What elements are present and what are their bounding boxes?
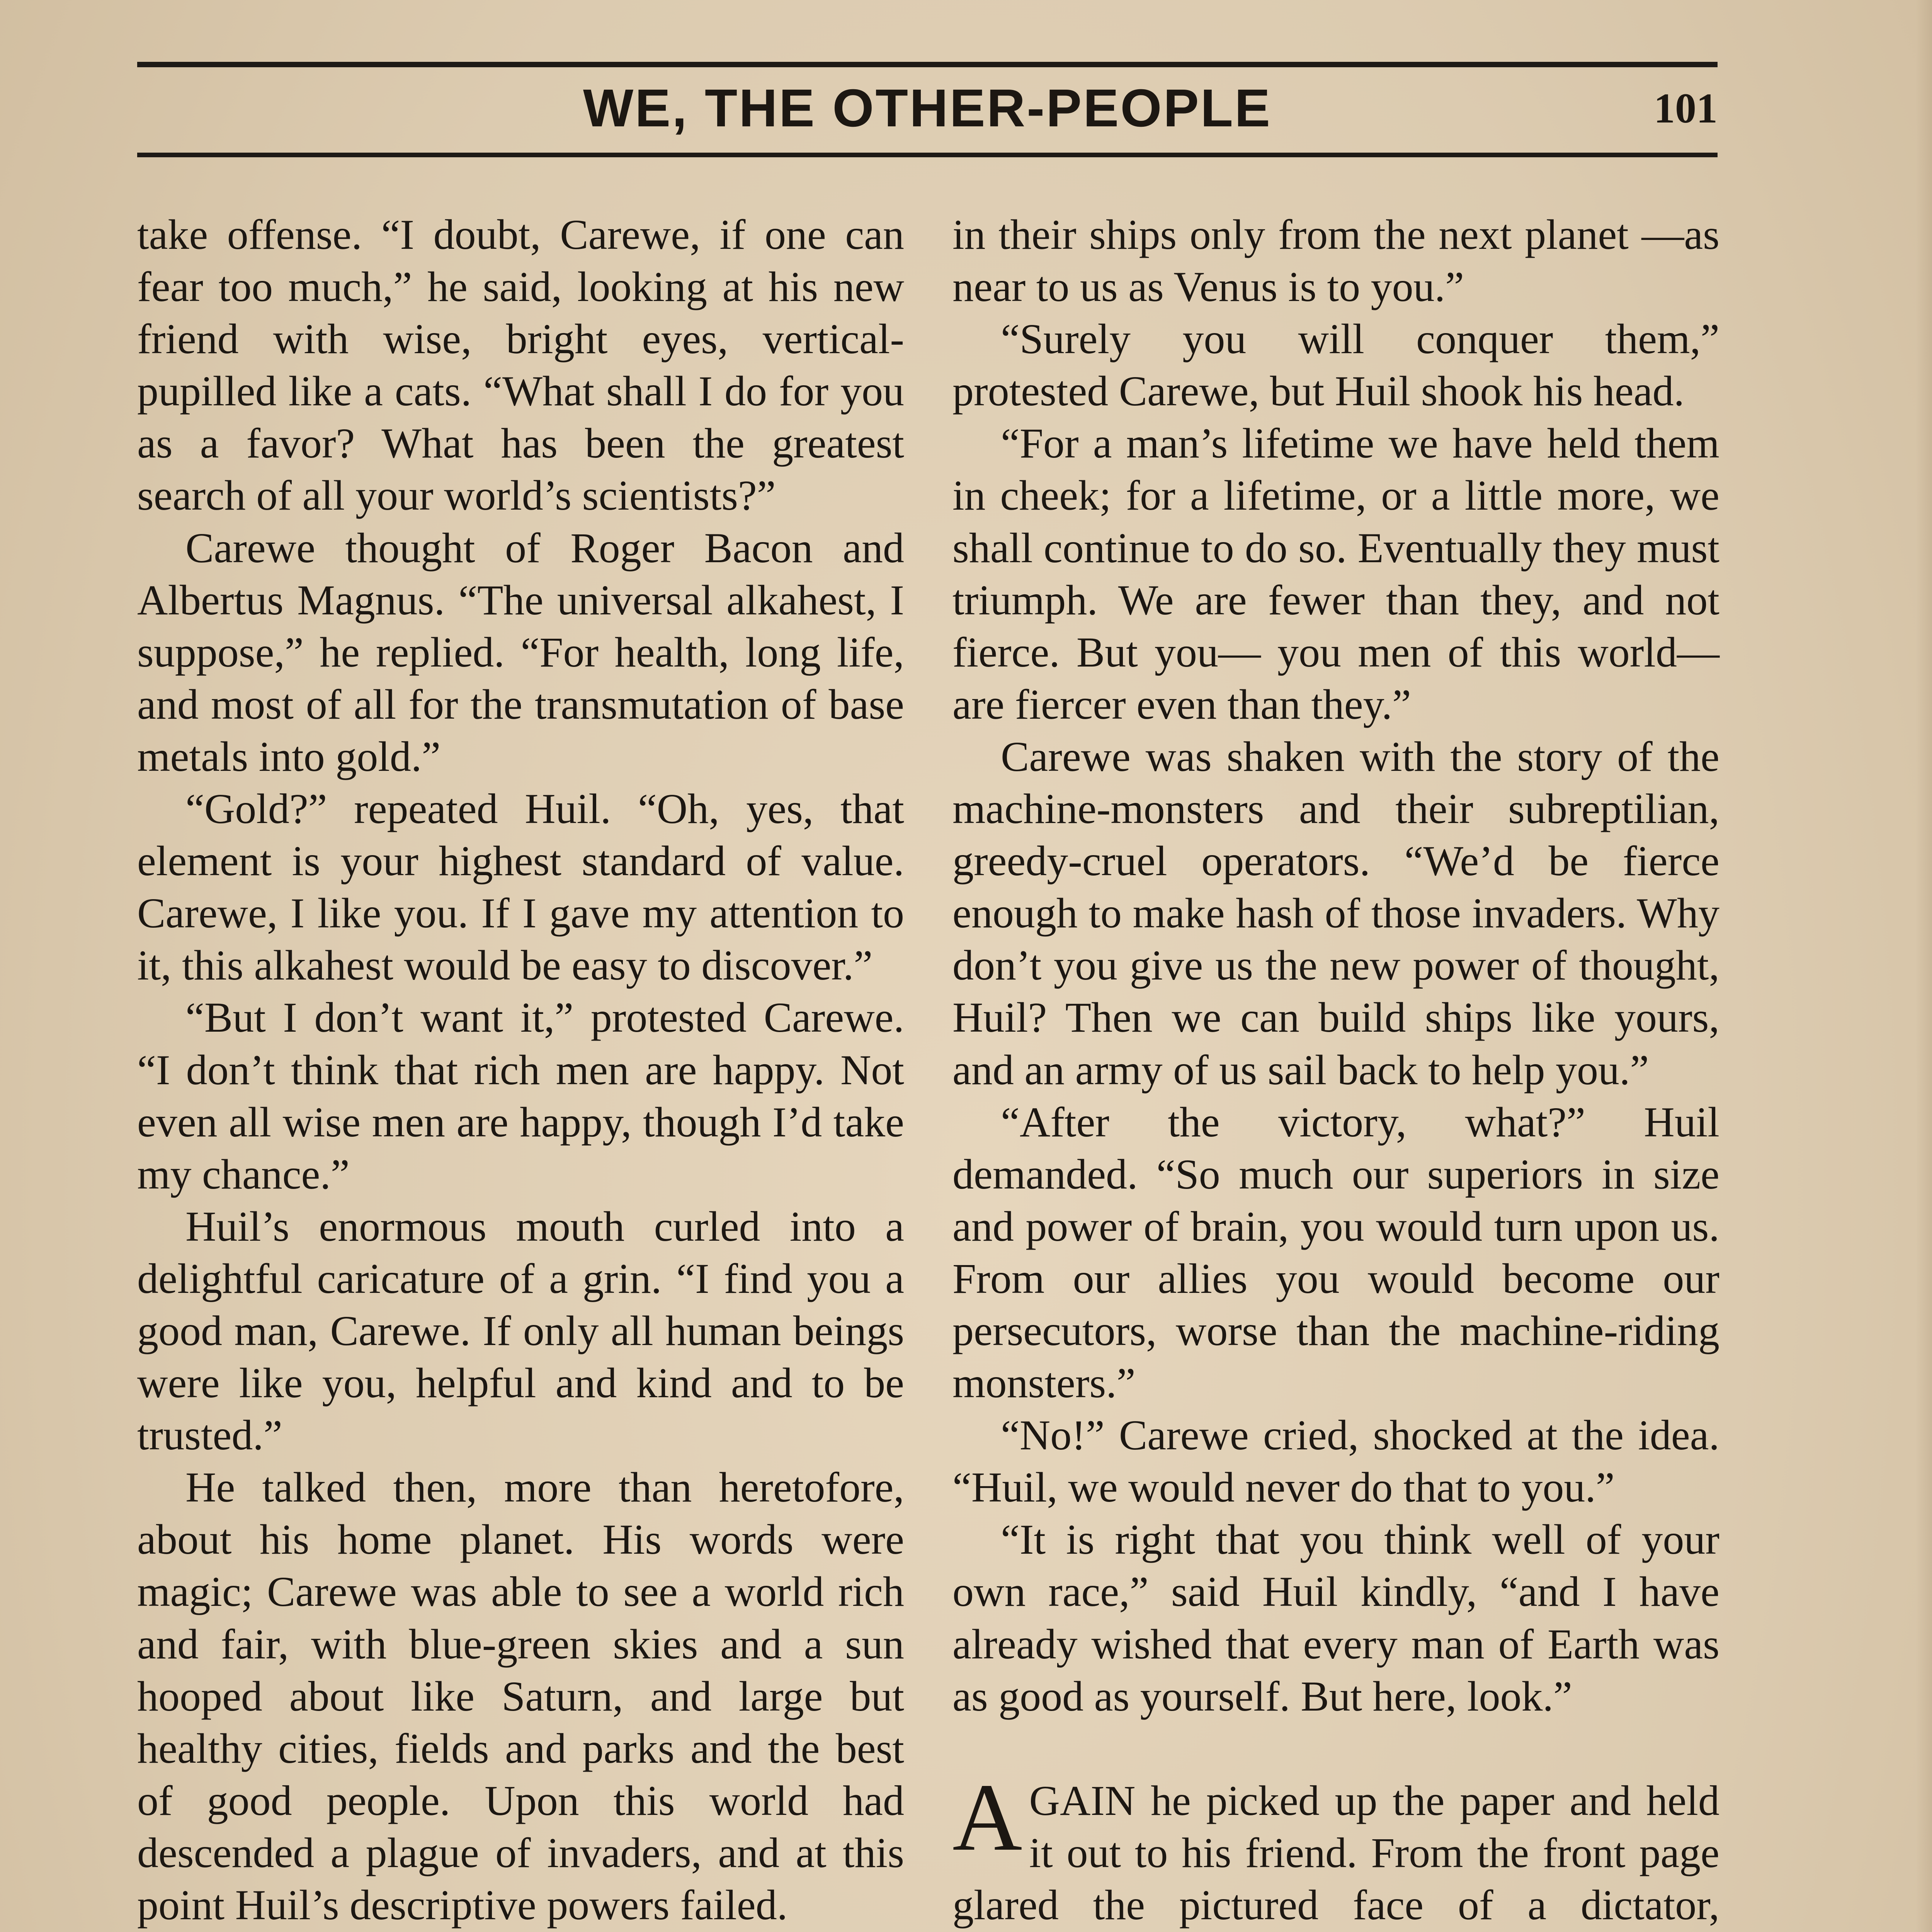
paragraph: “Surely you will conquer them,” protested Carewe, but Huil shook his head.: [952, 315, 1719, 415]
left-column: [137, 209, 904, 1932]
paragraph: Carewe thought of Roger Bacon and Albertus Magnus. “The universal alkahest, I suppose,” he replied. “For health, long life, and most of all for the transmutation of base metals into gold.”: [137, 524, 904, 780]
paragraph: Huil’s enormous mouth curled into a delightful caricature of a grin. “I find you a good man, Carewe. If only all human beings were like you, helpful and kind and to be trusted.”: [137, 1202, 904, 1459]
header-top-rule: [137, 62, 1718, 67]
section-break-paragraph: [952, 1764, 1719, 1932]
paragraph: He talked then, more than heretofore, about his home planet. His words were magic; Carewe was able to see a world rich and fair, with blue-green skies and a sun hooped about like Saturn, and large but healthy cities, fields and parks and the best of good people. Upon this world had descended a plague of invaders, and at this point Huil’s descriptive powers failed.: [137, 1464, 904, 1929]
paragraph: “For a man’s lifetime we have held them in cheek; for a lifetime, or a little more, we shall continue to do so. Eventually they must triumph. We are fewer than they, and not fierce. But you— you men of this world—are fiercer even than they.”: [952, 420, 1719, 728]
paragraph: “No!” Carewe cried, shocked at the idea. “Huil, we would never do that to you.”: [952, 1412, 1719, 1511]
section-break-text: GAIN he picked up the paper and held it out to his friend. From the front page glared the pictured face of a dictator,: [952, 1777, 1719, 1929]
paragraph: “But I don’t want it,” protested Carewe. “I don’t think that rich men are happy. Not even all wise men are happy, though I’d take my chance.”: [137, 994, 904, 1198]
page-edge-shadow-right: [1916, 0, 1932, 1932]
paragraph: “It is right that you think well of your own race,” said Huil kindly, “and I have already wished that every man of Earth was as good as yourself. But here, look.”: [952, 1516, 1719, 1720]
right-column: [952, 209, 1719, 1932]
paragraph: “After the victory, what?” Huil demanded. “So much our superiors in size and power of brain, you would turn upon us. From our allies you would become our persecutors, worse than the machine-riding monsters.”: [952, 1098, 1719, 1407]
running-header-title: WE, THE OTHER-PEOPLE: [583, 78, 1272, 138]
paragraph: Carewe was shaken with the story of the machine-monsters and their subreptilian, greedy-cruel operators. “We’d be fierce enough to make hash of those invaders. Why don’t you give us the new power of thought, Huil? Then we can build ships like yours, and an army of us sail back to help you.”: [952, 733, 1719, 1094]
paragraph: take offense. “I doubt, Carewe, if one can fear too much,” he said, looking at his new friend with wise, bright eyes, vertical-pupilled like a cats. “What shall I do for you as a favor? What has been the greatest search of all your world’s scientists?”: [137, 211, 904, 519]
drop-cap-letter: A: [952, 1764, 1022, 1871]
paragraph: in their ships only from the next planet —as near to us as Venus is to you.”: [952, 211, 1719, 311]
header-bottom-rule: [137, 153, 1718, 157]
paragraph: “Gold?” repeated Huil. “Oh, yes, that element is your highest standard of value. Carewe, I like you. If I gave my attention to it, this alkahest would be easy to discover.”: [137, 785, 904, 989]
page-number: 101: [1654, 85, 1718, 132]
